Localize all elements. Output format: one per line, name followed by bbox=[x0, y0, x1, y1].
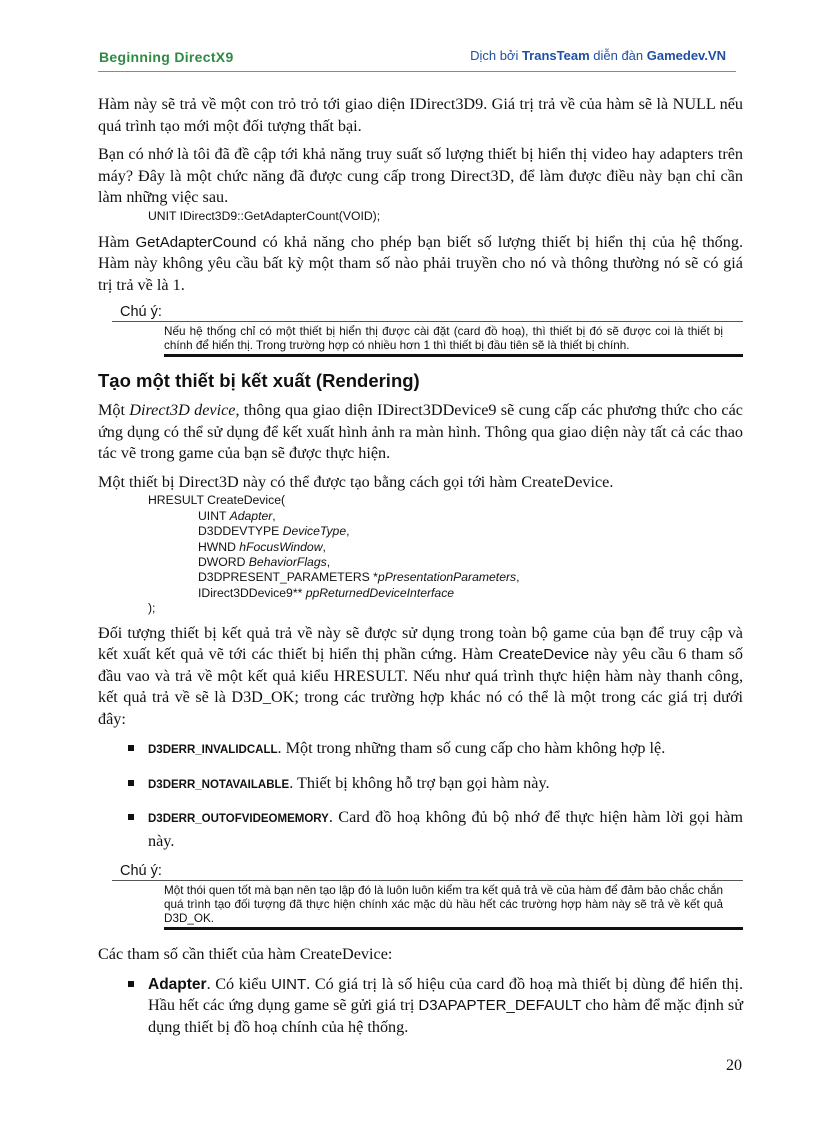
header-book-title: Beginning DirectX9 bbox=[99, 49, 234, 65]
code-parameter-line bbox=[198, 524, 743, 539]
error-code-item bbox=[98, 807, 743, 852]
parameter-separator: , bbox=[326, 555, 331, 570]
error-description: . Card đồ hoạ không đủ bộ nhớ để thực hiện hàm lời gọi hàm này. bbox=[148, 808, 743, 850]
header-credit-prefix: Dịch bởi bbox=[470, 48, 522, 63]
parameter-name: BehaviorFlags bbox=[248, 555, 327, 570]
parameter-name: DeviceType bbox=[282, 524, 347, 539]
parameter-separator: , bbox=[322, 539, 326, 554]
text-run: , thông qua giao diện IDirect3DDevice9 sẽ cung cấp các phương thức cho các ứng dụng có thể sử dụng để kết xuất hình ảnh ra màn hình. Thông qua giao diện này tất cả các thao tác vẽ trong game của bạn sẽ được thực hiện. bbox=[98, 401, 743, 463]
code-line: ); bbox=[148, 601, 156, 616]
note-label: Chú ý: bbox=[120, 304, 162, 321]
code-parameter-line bbox=[198, 555, 743, 570]
function-name: GetAdapterCound bbox=[135, 233, 257, 251]
error-code-item bbox=[98, 773, 743, 797]
header-site-name: Gamedev.VN bbox=[646, 48, 726, 63]
error-code-item bbox=[98, 738, 743, 762]
parameter-list bbox=[98, 974, 743, 1039]
text-run: Đối tượng thiết bị kết quả trả về này sẽ được sử dụng trong toàn bộ game của bạn để truy cập và kết xuất kết quả vẽ tới các thiết bị hiển thị phần cứng. Hàm bbox=[98, 623, 743, 664]
function-name: CreateDevice bbox=[498, 646, 590, 664]
constant-name: D3APAPTER_DEFAULT bbox=[418, 997, 582, 1015]
parameter-name: ppReturnedDeviceInterface bbox=[305, 585, 455, 600]
code-line: HRESULT CreateDevice( bbox=[148, 493, 286, 508]
text-run: Hàm bbox=[98, 232, 136, 251]
parameter-name: Adapter bbox=[148, 975, 207, 993]
parameter-separator: , bbox=[516, 570, 520, 585]
paragraph-adapters: Bạn có nhớ là tôi đã đề cập tới khả năng truy suất số lượng thiết bị hiển thị video hay adapters trên máy? Đây là một chức năng đã được cung cấp trong Direct3D, để làm được điều này bạn chỉ cần làm những việc sau. bbox=[98, 145, 743, 206]
error-code: D3DERR_INVALIDCALL bbox=[148, 744, 278, 757]
header-team-name: TransTeam bbox=[521, 48, 590, 63]
parameter-name: Adapter bbox=[229, 508, 273, 523]
parameter-type: D3DPRESENT_PARAMETERS * bbox=[198, 570, 378, 585]
note-bottom-rule bbox=[164, 927, 743, 930]
emphasis-term: Direct3D device bbox=[129, 401, 236, 420]
code-parameter-line bbox=[198, 540, 743, 555]
error-code: D3DERR_OUTOFVIDEOMEMORY bbox=[148, 813, 329, 826]
text-run: này yêu cầu 6 tham số đầu vao và trả về một kết quả kiểu HRESULT. Nếu như quá trình thực hiện hàm này thanh công, kết quả trả về sẽ là D3D_OK; trong các trường hợp khác nó có thể là một trong các giá trị dưới đây: bbox=[98, 645, 743, 728]
note-box-1 bbox=[98, 304, 743, 357]
note-text: Một thói quen tốt mà bạn nên tạo lập đó là luôn luôn kiểm tra kết quả trả về của hàm để đảm bảo chắc chắn quá trình tạo đối tượng đã thực hiện chính xác mặc dù hầu hết các trường hợp hàm này sẽ trả về kết quả D3D_OK. bbox=[164, 884, 723, 926]
header-translator-credit bbox=[470, 48, 726, 63]
paragraph-device-result bbox=[98, 623, 743, 731]
note-text: Nếu hệ thống chỉ có một thiết bị hiển thị được cài đặt (card đồ hoạ), thì thiết bị đó sẽ được coi là thiết bị chính để hiển thị. Trong trường hợp có nhiều hơn 1 thì thiết bị đầu tiên sẽ là thiết bị chính. bbox=[164, 325, 723, 353]
code-parameter-line bbox=[198, 509, 743, 524]
paragraph-return-value: Hàm này sẽ trả về một con trỏ trỏ tới giao diện IDirect3D9. Giá trị trả về của hàm sẽ là NULL nếu quá trình tạo mới một đối tượng thất bại. bbox=[98, 95, 743, 135]
page-number: 20 bbox=[726, 1057, 742, 1074]
parameter-separator: , bbox=[272, 508, 276, 523]
section-heading: Tạo một thiết bị kết xuất (Rendering) bbox=[98, 370, 420, 392]
text-run: cho hàm để mặc định sử dụng thiết bị đồ hoạ chính của hệ thống. bbox=[148, 996, 743, 1036]
error-code-list bbox=[98, 738, 743, 852]
page-body bbox=[98, 94, 743, 1049]
paragraph-get-adapter-cound bbox=[98, 232, 743, 297]
parameter-name: hFocusWindow bbox=[239, 539, 323, 554]
text-run: Một bbox=[98, 401, 130, 420]
note-box-2 bbox=[98, 863, 743, 930]
text-run: . Có kiểu bbox=[206, 974, 272, 993]
parameter-type: D3DDEVTYPE bbox=[198, 524, 283, 539]
code-line: UNIT IDirect3D9::GetAdapterCount(VOID); bbox=[148, 208, 381, 223]
code-create-device bbox=[148, 493, 743, 616]
text-run: có khả năng cho phép bạn biết số lượng thiết bị hiển thị của hệ thống. Hàm này không yêu cầu bất kỳ một tham số nào phải truyền cho nó và thông thường nó sẽ có giá trị trả về là 1. bbox=[98, 232, 744, 294]
header-divider bbox=[98, 71, 736, 72]
header-credit-mid: diễn đàn bbox=[589, 48, 647, 63]
parameter-item bbox=[98, 974, 743, 1039]
error-description: . Một trong những tham số cung cấp cho hàm không hợp lệ. bbox=[277, 739, 666, 758]
code-parameter-line bbox=[198, 570, 743, 585]
error-code: D3DERR_NOTAVAILABLE bbox=[148, 778, 290, 791]
parameter-separator: , bbox=[346, 524, 350, 539]
code-parameter-line bbox=[198, 586, 743, 601]
paragraph-parameters-intro: Các tham số cần thiết của hàm CreateDevice: bbox=[98, 945, 393, 964]
parameter-type: UINT bbox=[198, 508, 230, 523]
code-get-adapter-count bbox=[148, 209, 743, 224]
note-label: Chú ý: bbox=[120, 863, 162, 880]
note-bottom-rule bbox=[164, 354, 743, 357]
parameter-name: pPresentationParameters bbox=[377, 570, 517, 585]
parameter-type: IDirect3DDevice9** bbox=[198, 585, 306, 600]
paragraph-direct3d-device bbox=[98, 400, 743, 465]
parameter-type: HWND bbox=[198, 539, 240, 554]
error-description: . Thiết bị không hỗ trợ bạn gọi hàm này. bbox=[289, 773, 550, 792]
code-parameters bbox=[148, 509, 743, 601]
parameter-type: DWORD bbox=[198, 555, 249, 570]
parameter-type: UINT bbox=[271, 975, 307, 993]
paragraph-create-device-intro: Một thiết bị Direct3D này có thể được tạo bằng cách gọi tới hàm CreateDevice. bbox=[98, 472, 614, 491]
text-run: . Có giá trị là số hiệu của card đồ hoạ mà thiết bị dùng để hiển thị. Hầu hết các ứng dụng game sẽ gửi giá trị bbox=[148, 974, 743, 1015]
